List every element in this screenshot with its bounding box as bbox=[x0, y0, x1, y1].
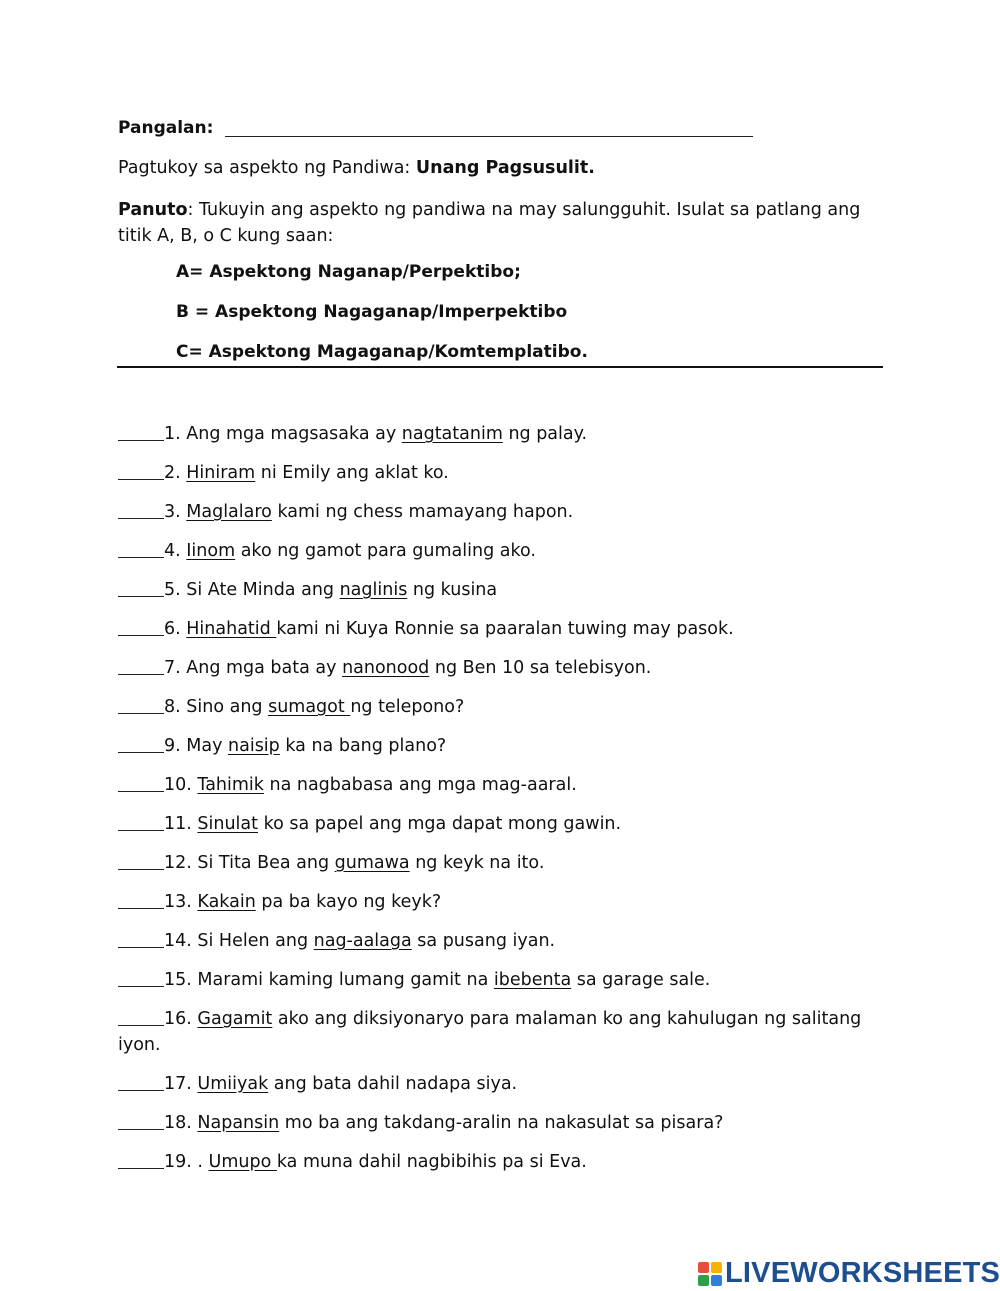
name-label: Pangalan: bbox=[118, 118, 214, 138]
underlined-verb: nanonood bbox=[342, 658, 430, 678]
choice-b: B = Aspektong Nagaganap/Imperpektibo bbox=[176, 302, 568, 322]
answer-blank[interactable] bbox=[118, 775, 164, 792]
question-item bbox=[118, 1071, 888, 1097]
answer-blank[interactable] bbox=[118, 853, 164, 870]
underlined-verb: Umiiyak bbox=[197, 1074, 269, 1094]
underlined-verb: gumawa bbox=[334, 853, 410, 873]
question-text: 14. Si Helen ang bbox=[164, 931, 314, 951]
answer-blank[interactable] bbox=[118, 1152, 164, 1169]
underlined-verb: Iinom bbox=[186, 541, 236, 561]
answer-blank[interactable] bbox=[118, 970, 164, 987]
question-text-rest: ko sa papel ang mga dapat mong gawin. bbox=[258, 814, 622, 834]
question-text: 10. bbox=[164, 775, 198, 795]
question-text-rest: pa ba kayo ng keyk? bbox=[255, 892, 442, 912]
instruction-label: Panuto bbox=[118, 200, 188, 220]
underlined-verb: Umupo bbox=[208, 1152, 277, 1172]
underlined-verb: Hinahatid bbox=[186, 619, 277, 639]
question-text-rest: ng keyk na ito. bbox=[409, 853, 545, 873]
divider bbox=[117, 366, 883, 368]
answer-blank[interactable] bbox=[118, 1113, 164, 1130]
subtitle-text: Pagtukoy sa aspekto ng Pandiwa: bbox=[118, 158, 411, 178]
question-item bbox=[118, 1006, 888, 1058]
logo-square bbox=[711, 1275, 722, 1286]
question-item bbox=[118, 499, 888, 525]
question-item bbox=[118, 928, 888, 954]
question-text: 18. bbox=[164, 1113, 198, 1133]
underlined-verb: Kakain bbox=[197, 892, 256, 912]
underlined-verb: sumagot bbox=[268, 697, 351, 717]
question-text-rest: ng kusina bbox=[407, 580, 498, 600]
question-text: 17. bbox=[164, 1074, 198, 1094]
question-item bbox=[118, 577, 888, 603]
answer-blank[interactable] bbox=[118, 658, 164, 675]
instruction-text: : Tukuyin ang aspekto ng pandiwa na may salungguhit. Isulat sa patlang ang titik A, B, o C kung saan: bbox=[118, 200, 861, 246]
question-item bbox=[118, 1110, 888, 1136]
underlined-verb: naisip bbox=[228, 736, 280, 756]
underlined-verb: Maglalaro bbox=[186, 502, 272, 522]
question-item bbox=[118, 967, 888, 993]
question-text: 15. Marami kaming lumang gamit na bbox=[164, 970, 494, 990]
question-item bbox=[118, 733, 888, 759]
question-text: 6. bbox=[164, 619, 187, 639]
question-text-rest: ako ang diksiyonaryo para malaman ko ang kahulugan ng salitang iyon. bbox=[118, 1009, 862, 1055]
question-text: 5. Si Ate Minda ang bbox=[164, 580, 340, 600]
question-text-rest: ng palay. bbox=[502, 424, 588, 444]
answer-blank[interactable] bbox=[118, 463, 164, 480]
question-text-rest: sa pusang iyan. bbox=[411, 931, 556, 951]
question-text: 3. bbox=[164, 502, 187, 522]
choice-c: C= Aspektong Magaganap/Komtemplatibo. bbox=[176, 342, 588, 362]
liveworksheets-logo bbox=[698, 1257, 1000, 1290]
choice-a: A= Aspektong Naganap/Perpektibo; bbox=[176, 262, 521, 282]
question-text: 4. bbox=[164, 541, 187, 561]
question-text: 1. Ang mga magsasaka ay bbox=[164, 424, 402, 444]
question-text-rest: ni Emily ang aklat ko. bbox=[255, 463, 449, 483]
question-item bbox=[118, 889, 888, 915]
question-text-rest: ka muna dahil nagbibihis pa si Eva. bbox=[276, 1152, 587, 1172]
answer-blank[interactable] bbox=[118, 697, 164, 714]
question-text: 7. Ang mga bata ay bbox=[164, 658, 343, 678]
question-text: 11. bbox=[164, 814, 198, 834]
logo-icon bbox=[698, 1262, 722, 1286]
question-text-rest: kami ng chess mamayang hapon. bbox=[271, 502, 574, 522]
answer-blank[interactable] bbox=[118, 1009, 164, 1026]
instructions bbox=[118, 197, 888, 249]
question-item bbox=[118, 850, 888, 876]
question-text-rest: sa garage sale. bbox=[571, 970, 711, 990]
underlined-verb: Napansin bbox=[197, 1113, 280, 1133]
answer-blank[interactable] bbox=[118, 892, 164, 909]
question-text: 2. bbox=[164, 463, 187, 483]
question-text: 13. bbox=[164, 892, 198, 912]
underlined-verb: naglinis bbox=[339, 580, 408, 600]
question-text: 19. . bbox=[164, 1152, 209, 1172]
answer-blank[interactable] bbox=[118, 541, 164, 558]
answer-blank[interactable] bbox=[118, 736, 164, 753]
question-item bbox=[118, 694, 888, 720]
question-text-rest: ako ng gamot para gumaling ako. bbox=[235, 541, 536, 561]
question-text-rest: ka na bang plano? bbox=[279, 736, 447, 756]
question-item bbox=[118, 811, 888, 837]
answer-blank[interactable] bbox=[118, 580, 164, 597]
question-text: 8. Sino ang bbox=[164, 697, 269, 717]
brand-name: LIVEWORKSHEETS bbox=[725, 1257, 1000, 1289]
logo-square bbox=[698, 1262, 709, 1273]
underlined-verb: Tahimik bbox=[197, 775, 264, 795]
answer-blank[interactable] bbox=[118, 502, 164, 519]
underlined-verb: Hiniram bbox=[186, 463, 256, 483]
answer-blank[interactable] bbox=[118, 814, 164, 831]
underlined-verb: nagtatanim bbox=[401, 424, 503, 444]
question-text: 16. bbox=[164, 1009, 198, 1029]
question-text-rest: ng telepono? bbox=[350, 697, 465, 717]
question-text: 12. Si Tita Bea ang bbox=[164, 853, 335, 873]
question-item bbox=[118, 616, 888, 642]
answer-blank[interactable] bbox=[118, 424, 164, 441]
question-item bbox=[118, 421, 888, 447]
page-subtitle bbox=[118, 158, 595, 178]
question-text: 9. May bbox=[164, 736, 229, 756]
question-item bbox=[118, 1149, 888, 1175]
name-field bbox=[118, 118, 753, 138]
question-text-rest: ng Ben 10 sa telebisyon. bbox=[429, 658, 652, 678]
underlined-verb: nag-aalaga bbox=[313, 931, 412, 951]
question-item bbox=[118, 772, 888, 798]
question-item bbox=[118, 460, 888, 486]
answer-blank[interactable] bbox=[118, 1074, 164, 1091]
answer-blank[interactable] bbox=[118, 931, 164, 948]
question-text-rest: ang bata dahil nadapa siya. bbox=[268, 1074, 518, 1094]
name-blank-input[interactable] bbox=[225, 118, 753, 137]
logo-square bbox=[711, 1262, 722, 1273]
choice-legend bbox=[176, 262, 588, 382]
question-item bbox=[118, 655, 888, 681]
question-item bbox=[118, 538, 888, 564]
logo-square bbox=[698, 1275, 709, 1286]
subtitle-bold: Unang Pagsusulit. bbox=[415, 158, 595, 178]
underlined-verb: ibebenta bbox=[493, 970, 572, 990]
question-list bbox=[118, 421, 888, 1188]
underlined-verb: Sinulat bbox=[197, 814, 259, 834]
underlined-verb: Gagamit bbox=[197, 1009, 273, 1029]
question-text-rest: kami ni Kuya Ronnie sa paaralan tuwing may pasok. bbox=[276, 619, 734, 639]
question-text-rest: na nagbabasa ang mga mag-aaral. bbox=[263, 775, 577, 795]
question-text-rest: mo ba ang takdang-aralin na nakasulat sa pisara? bbox=[279, 1113, 724, 1133]
answer-blank[interactable] bbox=[118, 619, 164, 636]
